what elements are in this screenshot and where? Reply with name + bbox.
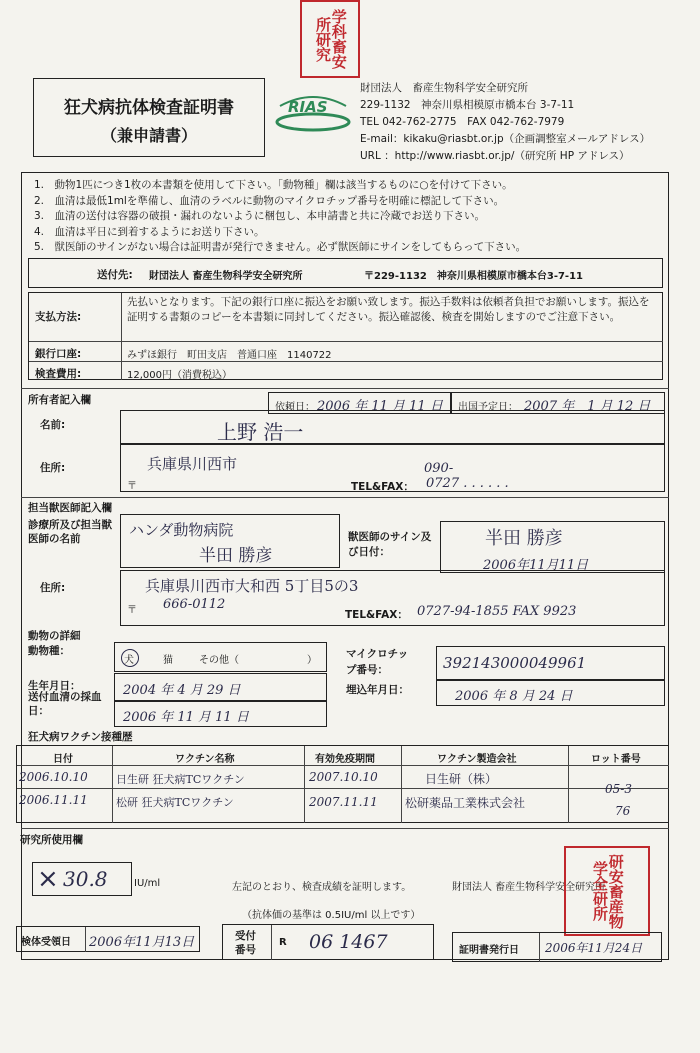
implant-value: 2006 年 8 月 24 日 <box>455 689 573 704</box>
received-value: 2006年11月13日 <box>89 935 195 950</box>
vet-clinic-field[interactable] <box>120 514 340 568</box>
org-telfax: TEL 042-762-2775 FAX 042-762-7979 <box>360 116 565 128</box>
org-address: 229-1132 神奈川県相模原市橋本台 3-7-11 <box>360 99 575 111</box>
owner-name-label: 名前: <box>40 419 66 431</box>
issue-value: 2006年11月24日 <box>545 941 643 955</box>
vaccine-table <box>16 745 669 823</box>
vaccine-row2-date: 2006.11.11 <box>19 793 88 807</box>
received-box <box>16 926 200 952</box>
title-box <box>33 78 265 157</box>
vaccine-header-date: 日付 <box>53 754 73 765</box>
fee-value: 12,000円（消費税込） <box>127 370 232 381</box>
birth-label: 生年月日： <box>28 680 81 692</box>
cert-text: 左記のとおり、検査成績を証明します。 <box>232 882 412 893</box>
vet-postal-mark: 〒 <box>127 605 137 616</box>
logo-text: RIAS <box>288 98 328 116</box>
vet-name-value: 半田 勝彦 <box>199 546 273 566</box>
org-name: 財団法人 畜産生物科学安全研究所 <box>360 82 528 94</box>
cert-org: 財団法人 畜産生物科学安全研究所 <box>452 882 606 893</box>
vet-sign-label: 獣医師のサイン及び日付： <box>348 531 432 558</box>
send-to-box <box>28 258 663 288</box>
vaccine-row1-period: 2007.10.10 <box>309 770 378 784</box>
issue-label: 証明書発行日 <box>459 945 519 956</box>
birth-field[interactable] <box>114 673 327 701</box>
implant-label: 埋込年月日： <box>346 684 409 696</box>
payment-method-label: 支払方法: <box>35 311 82 323</box>
vaccine-header-period: 有効免疫期間 <box>315 754 375 765</box>
owner-name-value: 上野 浩一 <box>217 420 304 444</box>
microchip-label: マイクロチップ番号： <box>346 648 409 676</box>
species-other-close: ） <box>307 655 317 666</box>
request-date-value: 2006 年 11 月 11 日 <box>317 399 443 414</box>
vet-sign-value: 半田 勝彦 <box>485 528 563 549</box>
note-4: 4. 血清は平日に到着するようにお送り下さい。 <box>34 225 265 238</box>
document-title: 狂犬病抗体検査証明書 <box>64 98 234 118</box>
vaccine-row1-maker: 日生研（株） <box>425 772 498 786</box>
issue-box <box>452 932 662 962</box>
vaccine-row1-date: 2006.10.10 <box>19 770 88 784</box>
vet-address-value: 兵庫県川西市大和西 5丁目5の3 <box>145 577 359 595</box>
send-to-label: 送付先: <box>97 269 133 281</box>
species-field[interactable] <box>114 642 327 672</box>
rias-logo <box>272 92 354 132</box>
top-seal-text: 学科畜安所研究 <box>314 9 348 69</box>
microchip-value: 392143000049961 <box>443 654 587 672</box>
document-subtitle: （兼申請書） <box>100 126 197 145</box>
vet-postal-value: 666-0112 <box>163 597 226 612</box>
animal-details-label: 動物の詳細 <box>28 630 81 642</box>
vaccine-row2-name: 松研 狂犬病TCワクチン <box>116 796 234 809</box>
vaccine-row2-period: 2007.11.11 <box>309 795 378 809</box>
vaccine-header-name: ワクチン名称 <box>175 754 235 765</box>
org-url: URL ：http://www.riasbt.or.jp/（研究所 HP アドレス） <box>360 150 630 162</box>
microchip-field[interactable] <box>436 646 665 680</box>
owner-address-label: 住所: <box>40 462 66 474</box>
blood-field[interactable] <box>114 701 327 727</box>
standard-text: （抗体価の基準は 0.5IU/ml 以上です） <box>242 910 421 921</box>
blood-value: 2006 年 11 月 11 日 <box>123 710 249 725</box>
vet-sign-date: 2006年11月11日 <box>483 558 589 573</box>
org-info <box>360 80 650 165</box>
accept-box <box>222 924 434 960</box>
result-value: 30.8 <box>63 867 108 891</box>
notes-list <box>34 178 526 256</box>
vaccine-row1-name: 日生研 狂犬病TCワクチン <box>116 773 245 786</box>
accept-value: 06 1467 <box>309 931 388 953</box>
bank-value: みずほ銀行 町田支店 普通口座 1140722 <box>127 350 332 361</box>
vet-address-label: 住所: <box>40 582 66 594</box>
vet-telfax-value: 0727-94-1855 FAX 9923 <box>417 604 577 619</box>
vet-telfax-label: TEL&FAX： <box>345 609 408 621</box>
vaccine-section-label: 狂犬病ワクチン接種歴 <box>28 731 133 743</box>
note-1: 1. 動物1匹につき1枚の本書類を使用して下さい。「動物種」欄は該当するものに○を付けて下さい。 <box>34 179 513 191</box>
vaccine-row2-maker: 松研薬品工業株式会社 <box>405 796 526 810</box>
received-label: 検体受領日 <box>21 937 71 948</box>
species-other-text[interactable]: その他（ <box>199 655 239 666</box>
owner-address-field[interactable] <box>120 444 665 492</box>
result-unit: IU/ml <box>134 878 161 889</box>
vaccine-header-lot: ロット番号 <box>591 754 641 765</box>
bottom-red-seal <box>564 846 650 936</box>
lab-section-label: 研究所使用欄 <box>20 834 83 846</box>
vet-clinic-value: ハンダ動物病院 <box>129 521 234 539</box>
output-date-label: 出国予定日： <box>458 402 518 413</box>
species-dog-text: 犬 <box>124 655 134 666</box>
payment-method-text: 先払いとなります。下記の銀行口座に振込をお願い致します。振込手数料は依頼者負担でお願いします。振込を証明する書類のコピーを本書類に同封してください。振込確認後、検査を開始しますのでご注意下さい。 <box>127 296 650 323</box>
accept-prefix: R <box>279 937 287 948</box>
owner-telfax-label: TEL&FAX： <box>351 481 414 493</box>
birth-value: 2004 年 4 月 29 日 <box>123 683 241 698</box>
owner-section-label: 所有者記入欄 <box>28 394 91 406</box>
vet-clinic-label: 診療所及び担当獣医師の名前 <box>28 519 112 545</box>
blood-label: 送付血清の採血日： <box>28 691 102 717</box>
send-to-address: 〒229-1132 神奈川県相模原市橋本台3-7-11 <box>364 271 583 282</box>
species-label: 動物種： <box>28 645 70 657</box>
request-date-label: 依頼日： <box>275 402 315 413</box>
bottom-seal-text: 研安畜産物学全研所 <box>591 853 625 929</box>
note-5: 5. 獣医師のサインがない場合は証明書が発行できません。必ず獣医師にサインをしてもらって下さい。 <box>34 241 527 254</box>
vaccine-header-maker: ワクチン製造会社 <box>437 754 517 765</box>
note-3: 3. 血清の送付は容器の破損・漏れのないように梱包し、本申請書と共に冷蔵でお送り下さい。 <box>34 210 486 223</box>
bank-label: 銀行口座: <box>35 348 82 360</box>
accept-label: 受付番号 <box>235 930 256 956</box>
payment-box <box>28 292 663 380</box>
implant-field[interactable] <box>436 680 665 706</box>
result-box <box>32 862 132 896</box>
output-date-value: 2007 年 1 月 12 日 <box>524 399 651 414</box>
note-2: 2. 血清は最低1mlを準備し、血清のラベルに動物のマイクロチップ番号を明確に標記して下さい。 <box>34 194 505 207</box>
org-email: E-mail：kikaku@riasbt.or.jp（企画調整室メールアドレス） <box>360 133 651 145</box>
result-check-icon: × <box>37 864 59 894</box>
owner-postal-mark: 〒 <box>127 481 137 492</box>
send-to-org: 財団法人 畜産生物科学安全研究所 <box>149 271 303 282</box>
vaccine-row2-lot: 76 <box>615 804 631 818</box>
owner-phone-partial: 090- <box>424 461 454 476</box>
owner-address-value: 兵庫県川西市 <box>147 455 238 473</box>
vet-sign-field[interactable] <box>440 521 665 573</box>
fee-label: 検査費用: <box>35 368 82 380</box>
top-red-seal <box>300 0 360 78</box>
species-cat-text[interactable]: 猫 <box>163 655 173 666</box>
vet-section-label: 担当獣医師記入欄 <box>28 502 112 514</box>
owner-name-field[interactable] <box>120 410 665 444</box>
vet-address-field[interactable] <box>120 570 665 626</box>
vaccine-row1-lot: 05-3 <box>605 782 632 796</box>
owner-telfax-value: 0727 . . . . . . <box>426 476 509 491</box>
